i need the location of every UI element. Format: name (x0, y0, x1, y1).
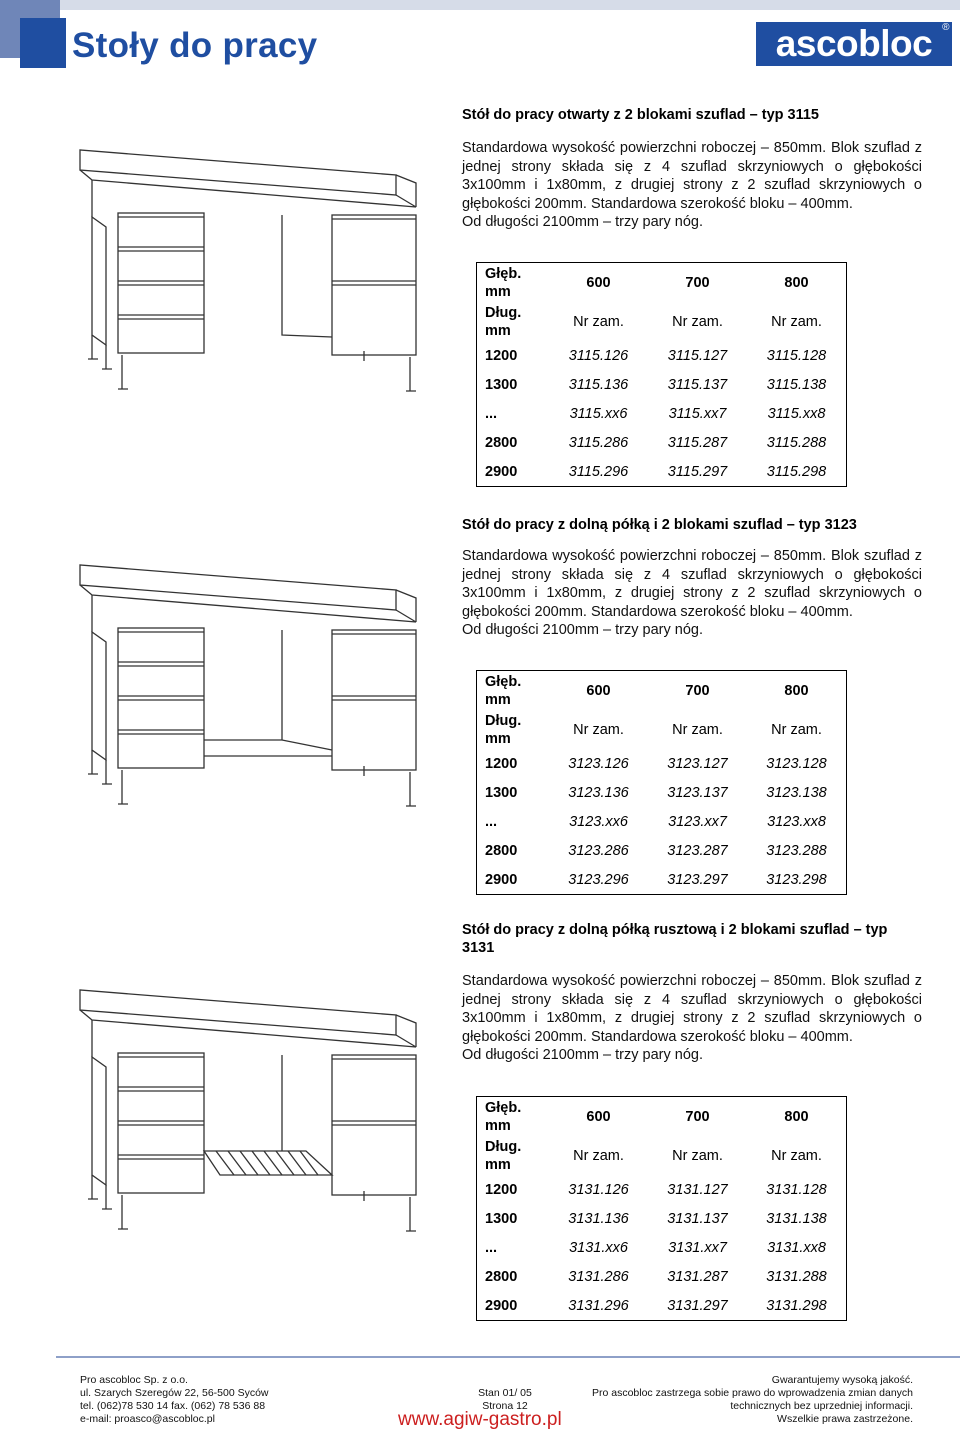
order-code: 3131.xx6 (569, 1239, 628, 1256)
depth-700: 700 (685, 682, 710, 699)
depth-header-row (477, 671, 847, 711)
order-code: 3131.xx8 (767, 1239, 826, 1256)
order-code: 3131.297 (667, 1297, 728, 1314)
length-value: ... (485, 405, 498, 422)
quality-note: Gwarantujemy wysoką jakość. (771, 1374, 913, 1386)
table-row (477, 1204, 847, 1233)
order-code: 3115.127 (667, 347, 728, 364)
order-label: Nr zam. (672, 1147, 723, 1164)
order-code: 3123.127 (667, 755, 728, 772)
order-label: Nr zam. (573, 313, 624, 330)
length-label: Dług. mm (485, 712, 522, 747)
order-code: 3123.287 (667, 842, 728, 859)
table-row (477, 1262, 847, 1291)
order-code: 3123.298 (766, 871, 827, 888)
footer-company-info (80, 1374, 269, 1426)
depth-800: 800 (784, 274, 809, 291)
length-value: ... (485, 813, 498, 830)
table-row (477, 457, 847, 487)
company-name: Pro ascobloc Sp. z o.o. (80, 1374, 188, 1386)
company-email: e-mail: proasco@ascobloc.pl (80, 1413, 215, 1425)
header-decor-square-dark (20, 18, 66, 68)
length-value: 2800 (485, 434, 518, 451)
order-code: 3115.296 (568, 463, 629, 480)
length-value: 2900 (485, 1297, 518, 1314)
order-code: 3131.287 (667, 1268, 728, 1285)
order-code: 3123.128 (766, 755, 827, 772)
order-label: Nr zam. (573, 721, 624, 738)
order-code: 3131.288 (766, 1268, 827, 1285)
document-status: Stan 01/ 05 (478, 1387, 532, 1399)
order-label: Nr zam. (771, 721, 822, 738)
order-code: 3115.288 (766, 434, 827, 451)
order-header-row (477, 710, 847, 749)
order-code: 3123.288 (766, 842, 827, 859)
order-code: 3115.xx6 (569, 405, 628, 422)
table-drawing-with-grid-shelf (66, 985, 438, 1325)
length-value: 1300 (485, 784, 518, 801)
length-label: Dług. mm (485, 304, 522, 339)
footer-legal (560, 1374, 913, 1426)
order-code: 3115.126 (568, 347, 629, 364)
order-header-row (477, 1136, 847, 1175)
depth-800: 800 (784, 682, 809, 699)
order-number-table (476, 1096, 847, 1321)
order-code: 3131.298 (766, 1297, 827, 1314)
section-title: Stół do pracy z dolną półką rusztową i 2 blokami szuflad – typ 3131 (462, 922, 888, 956)
order-code: 3123.xx7 (668, 813, 727, 830)
length-value: ... (485, 1239, 498, 1256)
order-number-table (476, 670, 847, 895)
order-code: 3131.126 (568, 1181, 629, 1198)
header-bar (56, 0, 960, 10)
section-title: Stół do pracy otwarty z 2 blokami szuflad – typ 3115 (462, 107, 819, 123)
order-code: 3123.297 (667, 871, 728, 888)
depth-800: 800 (784, 1108, 809, 1125)
order-code: 3123.286 (568, 842, 629, 859)
page-number: Strona 12 (482, 1400, 528, 1412)
length-label: Dług. mm (485, 1138, 522, 1173)
order-code: 3115.128 (766, 347, 827, 364)
order-code: 3131.137 (667, 1210, 728, 1227)
depth-label: Głęb. mm (485, 265, 522, 300)
rights-note-2: technicznych bez uprzedniej informacji. (730, 1400, 913, 1412)
order-code: 3131.296 (568, 1297, 629, 1314)
length-value: 2800 (485, 1268, 518, 1285)
table-drawing-with-shelf (66, 560, 438, 900)
length-value: 2900 (485, 871, 518, 888)
order-code: 3115.137 (667, 376, 728, 393)
order-label: Nr zam. (672, 721, 723, 738)
table-row (477, 749, 847, 778)
order-code: 3123.296 (568, 871, 629, 888)
rights-note-1: Pro ascobloc zastrzega sobie prawo do wprowadzenia zmian danych (591, 1387, 913, 1399)
description-legs-note: Od długości 2100mm – trzy pary nóg. (462, 214, 703, 231)
table-row (477, 428, 847, 457)
depth-header-row (477, 263, 847, 303)
rights-note-3: Wszelkie prawa zastrzeżone. (777, 1413, 913, 1425)
order-code: 3131.138 (766, 1210, 827, 1227)
length-value: 1300 (485, 1210, 518, 1227)
description-paragraph: Standardowa wysokość powierzchni roboczej – 850mm. Blok szuflad z jednej strony składa się z 4 szuflad skrzyniowych o głębokości 3x100mm i 1x80mm, z drugiej strony z 2 szuflad skrzyniowych o głębokości 200mm. Standardowa szerokość bloku – 400mm. (462, 973, 922, 1045)
order-code: 3115.xx8 (767, 405, 826, 422)
order-number-table (476, 262, 847, 487)
table-row (477, 341, 847, 370)
table-row (477, 1233, 847, 1262)
brand-logo-text: ascobloc (775, 23, 933, 64)
length-value: 2900 (485, 463, 518, 480)
footer-divider (56, 1356, 960, 1358)
table-row (477, 1175, 847, 1204)
length-value: 1200 (485, 1181, 518, 1198)
order-label: Nr zam. (771, 313, 822, 330)
description-paragraph: Standardowa wysokość powierzchni roboczej – 850mm. Blok szuflad z jednej strony składa się z 4 szuflad skrzyniowych o głębokości 3x100mm i 1x80mm, z drugiej strony z 2 szuflad skrzyniowych o głębokości 200mm. Standardowa szerokość bloku – 400mm. (462, 548, 922, 620)
section-description (462, 972, 922, 1065)
order-code: 3131.127 (667, 1181, 728, 1198)
website-link[interactable]: www.agiw-gastro.pl (398, 1409, 562, 1430)
depth-600: 600 (586, 274, 611, 291)
depth-700: 700 (685, 1108, 710, 1125)
order-code: 3131.xx7 (668, 1239, 727, 1256)
order-code: 3115.138 (766, 376, 827, 393)
table-drawing-open (66, 145, 438, 485)
brand-logo (756, 22, 952, 66)
order-code: 3123.xx6 (569, 813, 628, 830)
order-code: 3115.136 (568, 376, 629, 393)
order-code: 3115.297 (667, 463, 728, 480)
section-description (462, 547, 922, 640)
length-value: 1200 (485, 347, 518, 364)
depth-700: 700 (685, 274, 710, 291)
depth-label: Głęb. mm (485, 673, 522, 708)
order-code: 3131.286 (568, 1268, 629, 1285)
depth-600: 600 (586, 1108, 611, 1125)
table-row (477, 1291, 847, 1321)
order-code: 3115.xx7 (668, 405, 727, 422)
order-code: 3123.xx8 (767, 813, 826, 830)
length-value: 1300 (485, 376, 518, 393)
description-paragraph: Standardowa wysokość powierzchni roboczej – 850mm. Blok szuflad z jednej strony składa się z 4 szuflad skrzyniowych o głębokości 3x100mm i 1x80mm, z drugiej strony z 2 szuflad skrzyniowych o głębokości 200mm. Standardowa szerokość bloku – 400mm. (462, 140, 922, 212)
section-title: Stół do pracy z dolną półką i 2 blokami szuflad – typ 3123 (462, 517, 857, 533)
depth-header-row (477, 1097, 847, 1137)
order-label: Nr zam. (771, 1147, 822, 1164)
order-code: 3123.136 (568, 784, 629, 801)
description-legs-note: Od długości 2100mm – trzy pary nóg. (462, 1047, 703, 1064)
table-row (477, 865, 847, 895)
table-row (477, 836, 847, 865)
order-code: 3123.137 (667, 784, 728, 801)
table-row (477, 807, 847, 836)
order-code: 3123.126 (568, 755, 629, 772)
order-code: 3131.136 (568, 1210, 629, 1227)
company-phone: tel. (062)78 530 14 fax. (062) 78 536 88 (80, 1400, 266, 1412)
registered-mark: ® (942, 22, 949, 33)
order-label: Nr zam. (573, 1147, 624, 1164)
order-code: 3123.138 (766, 784, 827, 801)
length-value: 2800 (485, 842, 518, 859)
length-value: 1200 (485, 755, 518, 772)
order-code: 3115.298 (766, 463, 827, 480)
order-label: Nr zam. (672, 313, 723, 330)
table-row (477, 399, 847, 428)
description-legs-note: Od długości 2100mm – trzy pary nóg. (462, 622, 703, 639)
order-header-row (477, 302, 847, 341)
company-address: ul. Szarych Szeregów 22, 56-500 Syców (80, 1387, 269, 1399)
order-code: 3131.128 (766, 1181, 827, 1198)
page-title: Stoły do pracy (72, 26, 318, 65)
table-row (477, 778, 847, 807)
section-description (462, 139, 922, 232)
order-code: 3115.286 (568, 434, 629, 451)
table-row (477, 370, 847, 399)
order-code: 3115.287 (667, 434, 728, 451)
depth-label: Głęb. mm (485, 1099, 522, 1134)
depth-600: 600 (586, 682, 611, 699)
